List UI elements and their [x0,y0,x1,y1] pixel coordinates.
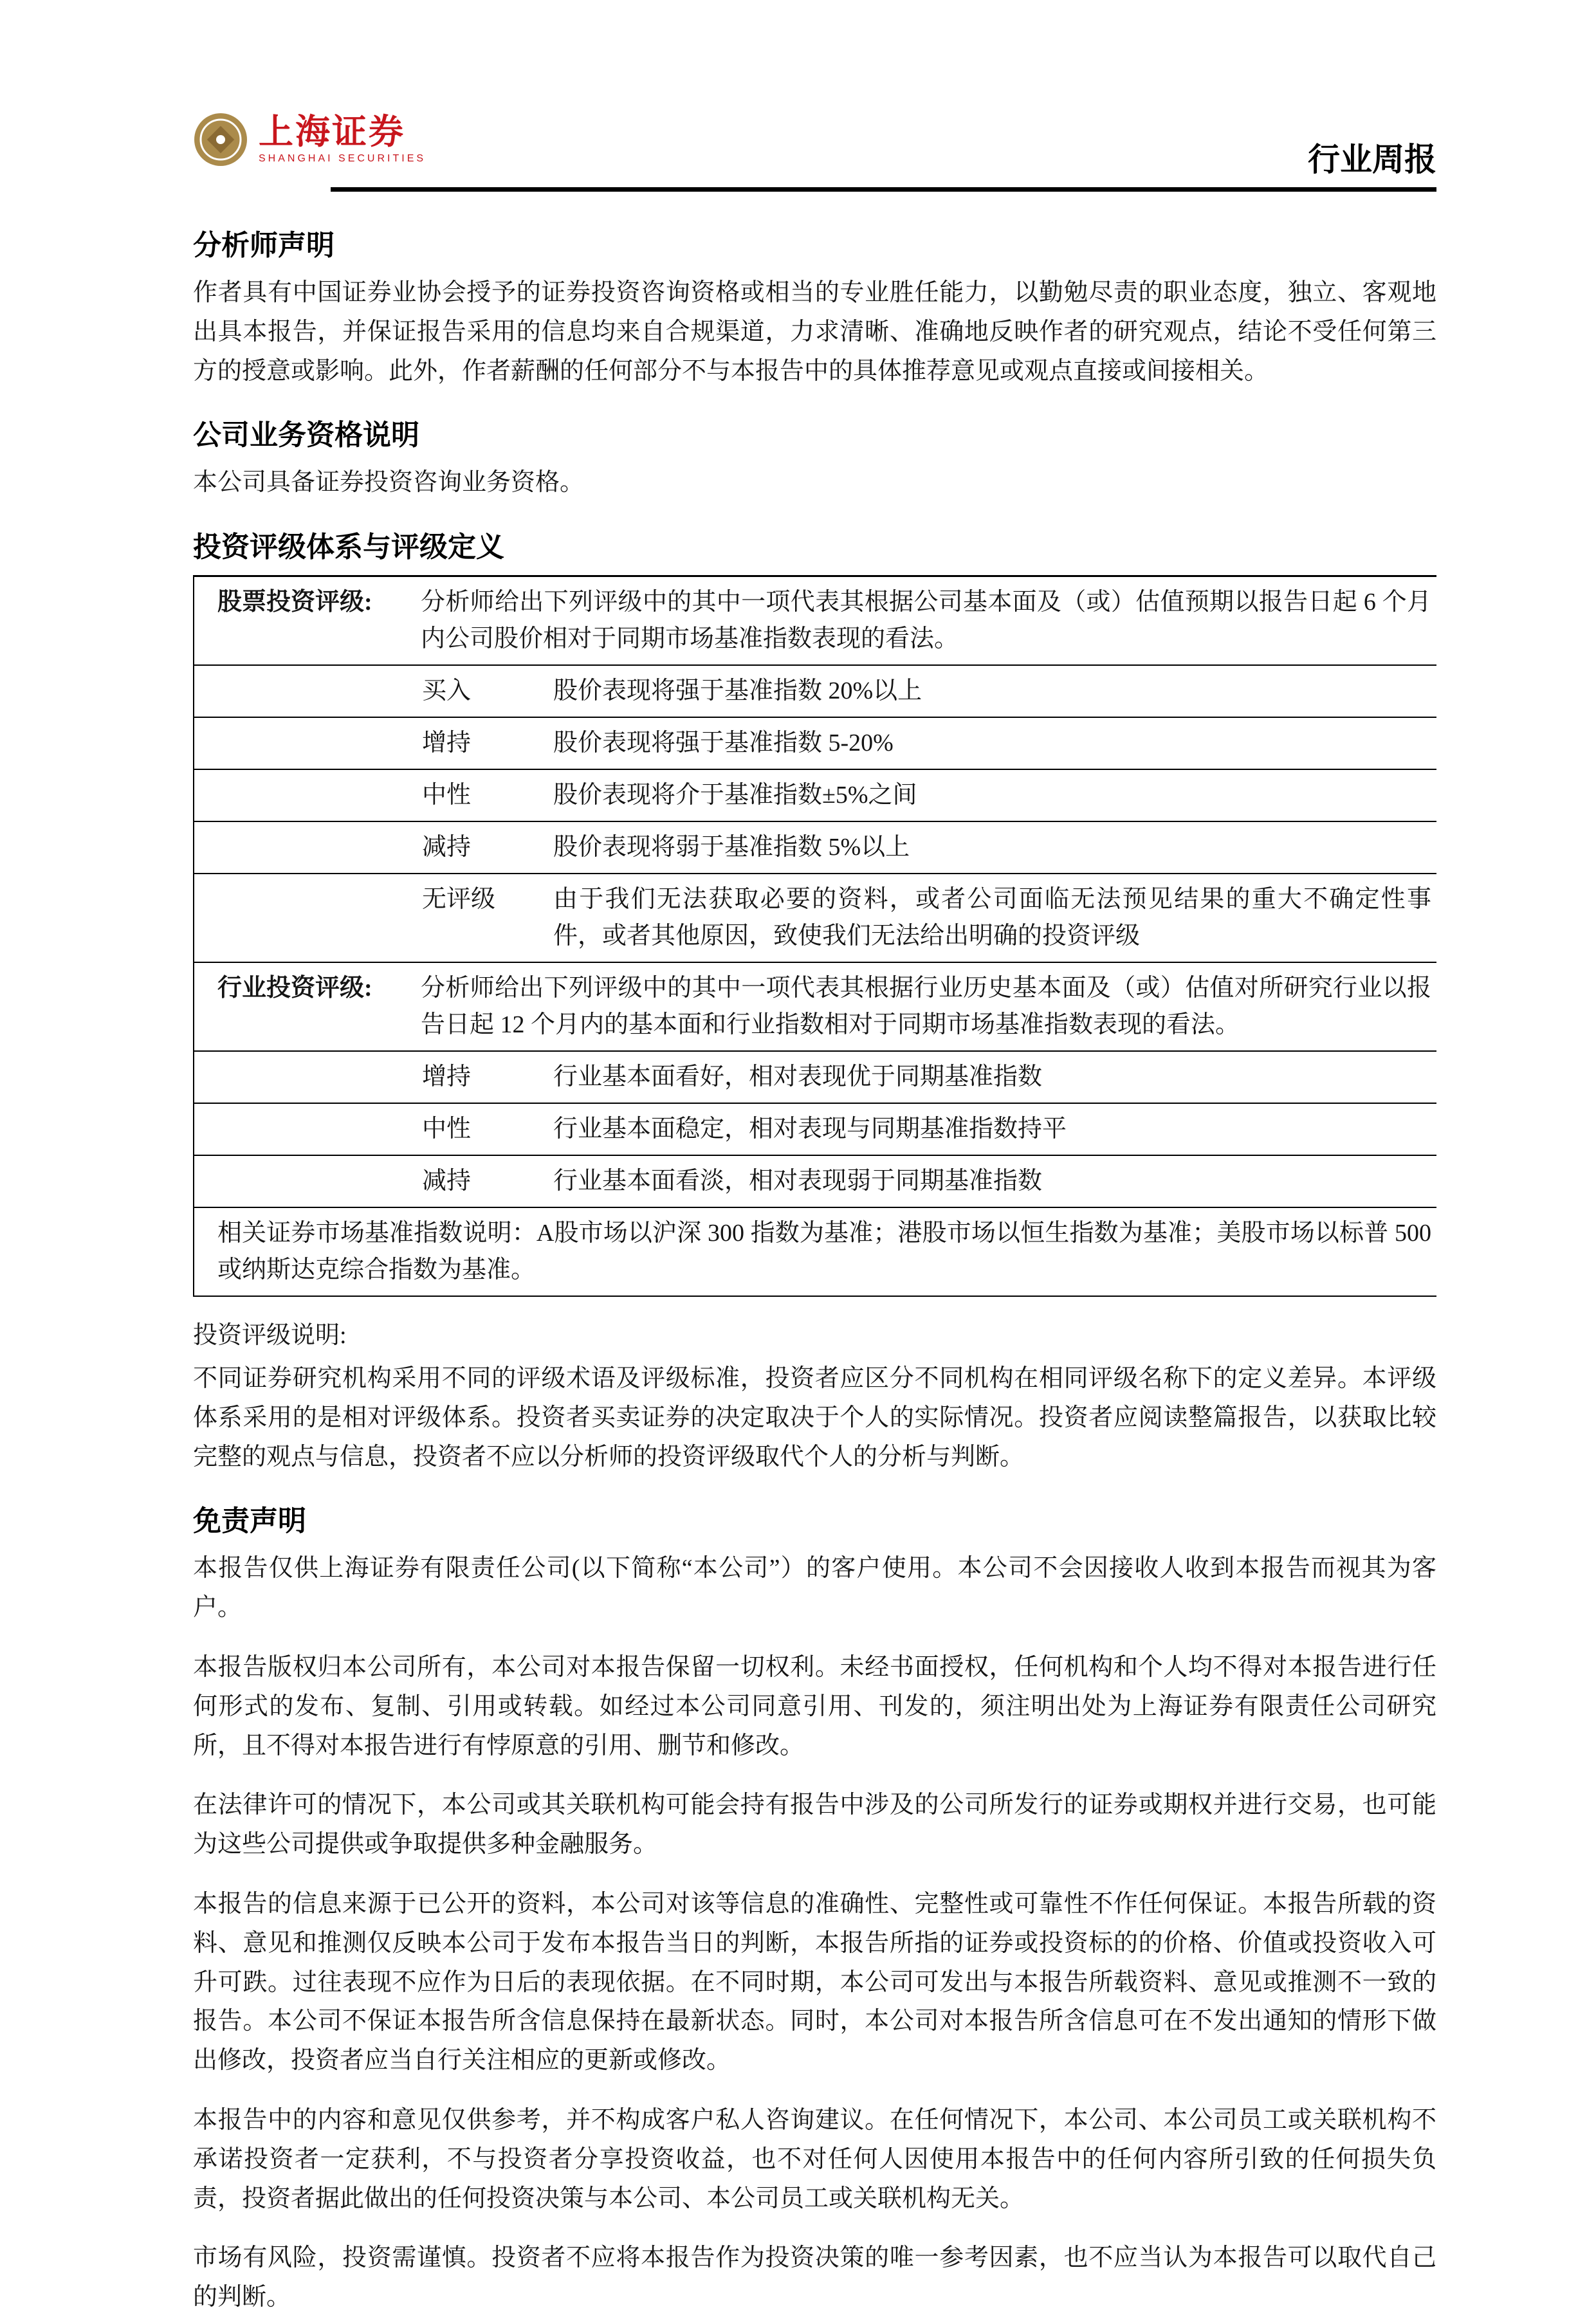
rating-table-row [194,666,1436,718]
rating-term: 中性 [422,782,472,809]
rating-table-row [194,822,1436,874]
rating-term: 中性 [422,1115,472,1143]
rating-table-row [194,577,1436,666]
rating-table-row [194,874,1436,963]
rating-desc: 行业基本面稳定，相对表现与同期基准指数持平 [553,1115,1067,1143]
disclaimer-paragraph: 本报告仅供上海证券有限责任公司(以下简称“本公司”）的客户使用。本公司不会因接收人收到本报告而视其为客户。 [193,1555,1436,1622]
rating-note-text: 不同证券研究机构采用不同的评级术语及评级标准，投资者应区分不同机构在相同评级名称下的定义差异。本评级体系采用的是相对评级体系。投资者买卖证券的决定取决于个人的实际情况。投资者应阅读整篇报告，以获取比较完整的观点与信息，投资者不应以分析师的投资评级取代个人的分析与判断。 [193,1364,1436,1470]
rating-table-row [194,718,1436,770]
rating-table-row [194,1104,1436,1156]
rating-term: 减持 [422,834,472,861]
rating-term: 买入 [422,677,472,705]
rating-table [193,575,1436,1297]
brand-logo-icon [193,112,248,167]
brand-text [259,112,426,165]
rating-desc: 股价表现将介于基准指数±5%之间 [553,782,917,809]
disclaimer-paragraphs [193,1549,1436,2317]
rating-empty-cell [194,881,421,906]
rating-empty-cell [194,673,421,697]
rating-empty-cell [194,725,421,749]
rating-empty-cell [194,777,421,801]
rating-table-row [194,1052,1436,1104]
header-rule [331,187,1436,192]
disclaimer-paragraph: 本报告中的内容和意见仅供参考，并不构成客户私人咨询建议。在任何情况下，本公司、本公司员工或关联机构不承诺投资者一定获利，不与投资者分享投资收益，也不对任何人因使用本报告中的任何内容所引致的任何损失负责，投资者据此做出的任何投资决策与本公司、本公司员工或关联机构无关。 [193,2106,1436,2212]
rating-term: 减持 [422,1168,472,1195]
page-header [193,113,1436,194]
rating-benchmark-note: 相关证券市场基准指数说明：A股市场以沪深 300 指数为基准；港股市场以恒生指数为基准；美股市场以标普 500 或纳斯达克综合指数为基准。 [217,1220,1431,1284]
rating-table-row [194,963,1436,1052]
section-heading-rating-system: 投资评级体系与评级定义 [193,531,504,563]
disclaimer-paragraph: 在法律许可的情况下，本公司或其关联机构可能会持有报告中涉及的公司所发行的证券或期权并进行交易，也可能为这些公司提供或争取提供多种金融服务。 [193,1791,1436,1858]
analyst-statement-text: 作者具有中国证券业协会授予的证券投资咨询资格或相当的专业胜任能力，以勤勉尽责的职业态度，独立、客观地出具本报告，并保证报告采用的信息均来自合规渠道，力求清晰、准确地反映作者的研究观点，结论不受任何第三方的授意或影响。此外，作者薪酬的任何部分不与本报告中的具体推荐意见或观点直接或间接相关。 [193,279,1436,385]
rating-table-row [194,1208,1436,1297]
rating-term: 增持 [422,1063,472,1091]
rating-desc: 股价表现将强于基准指数 5-20% [553,729,894,757]
rating-category-label: 行业投资评级: [217,975,372,1002]
section-heading-disclaimer: 免责声明 [193,1505,306,1537]
section-heading-analyst-statement: 分析师声明 [193,230,335,261]
brand-subtitle: SHANGHAI SECURITIES [259,153,427,165]
report-content [193,228,1436,2317]
rating-desc: 行业基本面看好，相对表现优于同期基准指数 [553,1063,1043,1091]
disclaimer-paragraph: 本报告的信息来源于已公开的资料，本公司对该等信息的准确性、完整性或可靠性不作任何保证。本报告所载的资料、意见和推测仅反映本公司于发布本报告当日的判断，本报告所指的证券或投资标的的价格、价值或投资收入可升可跌。过往表现不应作为日后的表现依据。在不同时期，本公司可发出与本报告所载资料、意见或推测不一致的报告。本公司不保证本报告所含信息保持在最新状态。同时，本公司对本报告所含信息可在不发出通知的情形下做出修改，投资者应当自行关注相应的更新或修改。 [193,1890,1436,2074]
section-heading-qualification: 公司业务资格说明 [193,419,419,452]
report-type-title: 行业周报 [1308,142,1436,178]
rating-empty-cell [194,1111,421,1135]
rating-term: 增持 [422,729,472,757]
qualification-text: 本公司具备证券投资咨询业务资格。 [193,469,585,497]
brand [193,112,426,167]
disclaimer-paragraph: 市场有风险，投资需谨慎。投资者不应将本报告作为投资决策的唯一参考因素，也不应当认为本报告可以取代自己的判断。 [193,2244,1436,2311]
rating-desc: 行业基本面看淡，相对表现弱于同期基准指数 [553,1168,1043,1195]
rating-category-desc: 分析师给出下列评级中的其中一项代表其根据公司基本面及（或）估值预期以报告日起 6 个月内公司股价相对于同期市场基准指数表现的看法。 [421,589,1431,653]
disclaimer-paragraph: 本报告版权归本公司所有，本公司对本报告保留一切权利。未经书面授权，任何机构和个人均不得对本报告进行任何形式的发布、复制、引用或转载。如经过本公司同意引用、刊发的，须注明出处为上海证券有限责任公司研究所，且不得对本报告进行有悖原意的引用、删节和修改。 [193,1653,1436,1759]
rating-empty-cell [194,829,421,854]
rating-term: 无评级 [422,886,496,913]
rating-table-row [194,770,1436,822]
rating-empty-cell [194,1059,421,1083]
rating-empty-cell [194,1163,421,1187]
rating-note-label: 投资评级说明: [193,1322,347,1350]
rating-category-label: 股票投资评级: [217,589,372,616]
rating-table-row [194,1156,1436,1208]
rating-desc: 由于我们无法获取必要的资料，或者公司面临无法预见结果的重大不确定性事件，或者其他原因，致使我们无法给出明确的投资评级 [553,886,1431,950]
rating-category-desc: 分析师给出下列评级中的其中一项代表其根据行业历史基本面及（或）估值对所研究行业以报告日起 12 个月内的基本面和行业指数相对于同期市场基准指数表现的看法。 [421,975,1431,1039]
rating-desc: 股价表现将弱于基准指数 5%以上 [553,834,910,861]
brand-name: 上海证券 [259,113,405,151]
rating-desc: 股价表现将强于基准指数 20%以上 [553,677,922,705]
